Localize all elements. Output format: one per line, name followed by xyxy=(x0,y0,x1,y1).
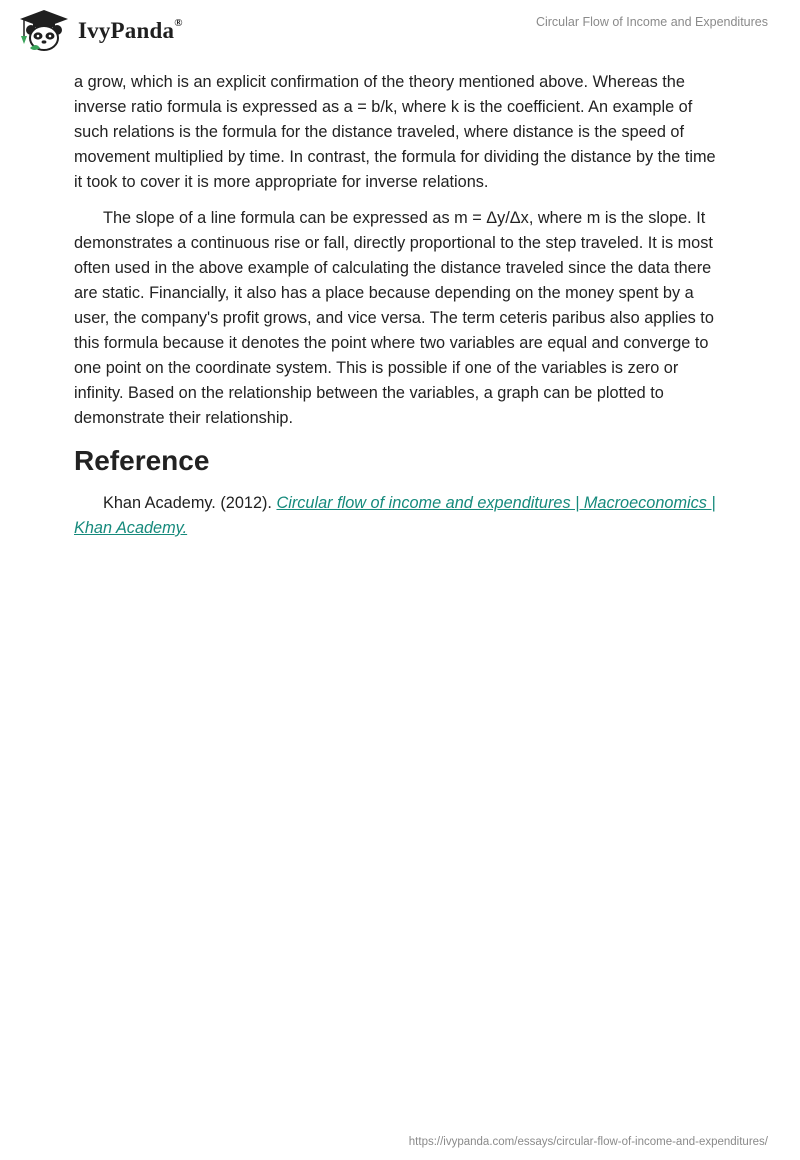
reference-heading: Reference xyxy=(74,445,210,476)
essay-paragraph: The slope of a line formula can be expressed as m = Δy/Δx, where m is the slope. It demonstrates a continuous rise or fall, directly proportional to the step traveled. It is most often used in the above example of calculating the distance traveled since the data there are static. Financially, it also has a place because depending on the money spent by a user, the company's profit grows, and vice versa. The term ceteris paribus also applies to this formula because it denotes the point where two variables are equal and converge to one point on the coordinate system. This is possible if one of the variables is zero or infinity. Based on the relationship between the variables, a graph can be plotted to demonstrate their relationship. xyxy=(74,209,714,427)
brand-name: IvyPanda® xyxy=(78,17,183,43)
reference-link[interactable]: Circular flow of income and expenditures | Macroeconomics | Khan Academy. xyxy=(74,494,716,537)
document-title: Circular Flow of Income and Expenditures xyxy=(535,15,768,29)
essay-content xyxy=(74,70,724,552)
panda-graduate-icon xyxy=(16,8,72,52)
essay-paragraph: a grow, which is an explicit confirmation of the theory mentioned above. Whereas the inverse ratio formula is expressed as a = b/k, where k is the coefficient. An example of such relations is the formula for the distance traveled, where distance is the speed of movement multiplied by time. In contrast, the formula for dividing the distance by the time it took to cover it is more appropriate for inverse relations. xyxy=(74,73,716,191)
ivypanda-logo[interactable] xyxy=(16,8,183,52)
page-header xyxy=(0,0,800,70)
reference-citation xyxy=(74,491,724,541)
citation-prefix: Khan Academy. (2012). xyxy=(103,494,277,512)
footer-url[interactable]: https://ivypanda.com/essays/circular-flow-of-income-and-expenditures/ xyxy=(408,1136,768,1148)
